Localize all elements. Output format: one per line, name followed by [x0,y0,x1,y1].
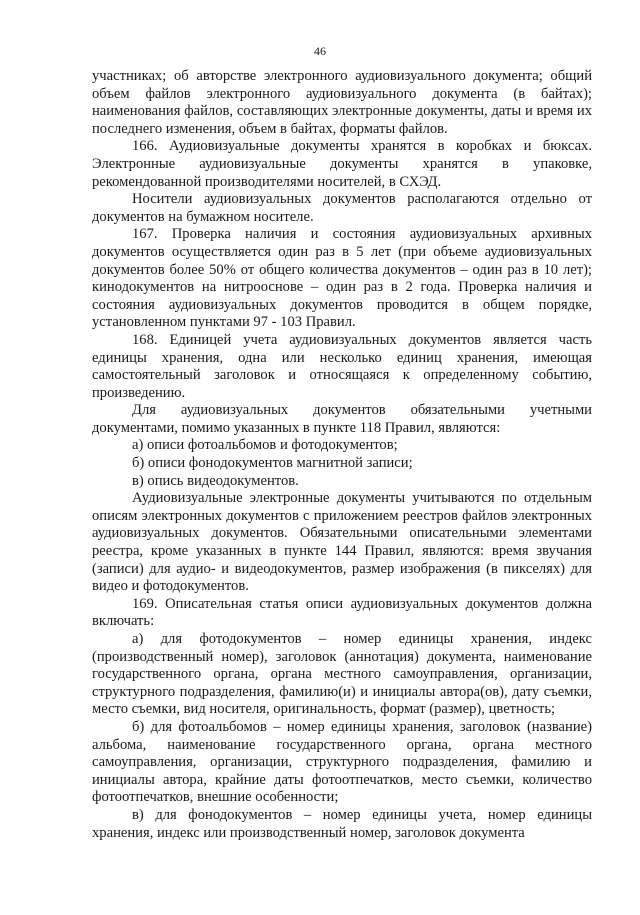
list-item-a: а) описи фотоальбомов и фотодокументов; [132,437,398,454]
list-item-phono-documents: в) для фонодокументов – номер единицы учета, номер единицы хранения, индекс или производственный номер, заголовок документа [92,806,592,841]
paragraph-166: 166. Аудиовизуальные документы хранятся в коробках и бюксах. Электронные аудиовизуальные документы хранятся в упаковке, рекомендованной производителями носителей, в СХЭД. [92,138,592,190]
paragraph-169: 169. Описательная статья описи аудиовизуальных документов должна включать: [92,595,592,630]
paragraph-continued: участниках; об авторстве электронного аудиовизуального документа; общий объем файлов электронного аудиовизуального документа (в байтах); наименования файлов, составляющих электронные документы, даты и время их последнего изменения, объем в байтах, форматы файлов. [92,68,592,137]
paragraph-electronic-registry: Аудиовизуальные электронные документы учитываются по отдельным описям электронных документов с приложением реестров файлов электронных аудиовизуальных документов. Обязательными описательными элементами реестра, кроме указанных в пункте 144 Правил, являются: время звучания (записи) для аудио- и видеодокументов, размер изображения (в пикселях) для видео и фотодокументов. [92,490,592,595]
paragraph-168: 168. Единицей учета аудиовизуальных документов является часть единицы хранения, одна или несколько единиц хранения, имеющая самостоятельный заголовок и относящаяся к определенному событию, произведению. [92,331,592,401]
list-item-c: в) опись видеодокументов. [132,472,299,489]
list-item-photo-documents: а) для фотодокументов – номер единицы хранения, индекс (производственный номер), заголовок (аннотация) документа, наименование государственного органа, органа местного самоуправления, организации, структурного подразделения, фамилию(и) и инициалы автора(ов), дату съемки, место съемки, вид носителя, оригинальность, формат (размер), цветность; [92,631,592,718]
paragraph-media-storage: Носители аудиовизуальных документов располагаются отдельно от документов на бумажном носителе. [92,191,592,225]
page-text [92,68,592,842]
page-number: 46 [314,44,326,58]
list-item-b: б) описи фонодокументов магнитной записи; [132,455,413,472]
paragraph-accounting-documents: Для аудиовизуальных документов обязательными учетными документами, помимо указанных в пункте 118 Правил, являются: [92,402,592,436]
paragraph-167: 167. Проверка наличия и состояния аудиовизуальных архивных документов осуществляется один раз в 5 лет (при объеме аудиовизуальных документов более 50% от общего количества документов – один раз в 10 лет); кинодокументов на нитрооснове – один раз в 2 года. Проверка наличия и состояния аудиовизуальных документов проводится в общем порядке, установленном пунктами 97 - 103 Правил. [92,226,592,331]
list-item-photo-albums: б) для фотоальбомов – номер единицы хранения, заголовок (название) альбома, наименование государственного органа, органа местного самоуправления, организации, структурного подразделения, фамилию и инициалы автора, крайние даты фотоотпечатков, место съемки, количество фотоотпечатков, внешние особенности; [92,718,592,806]
